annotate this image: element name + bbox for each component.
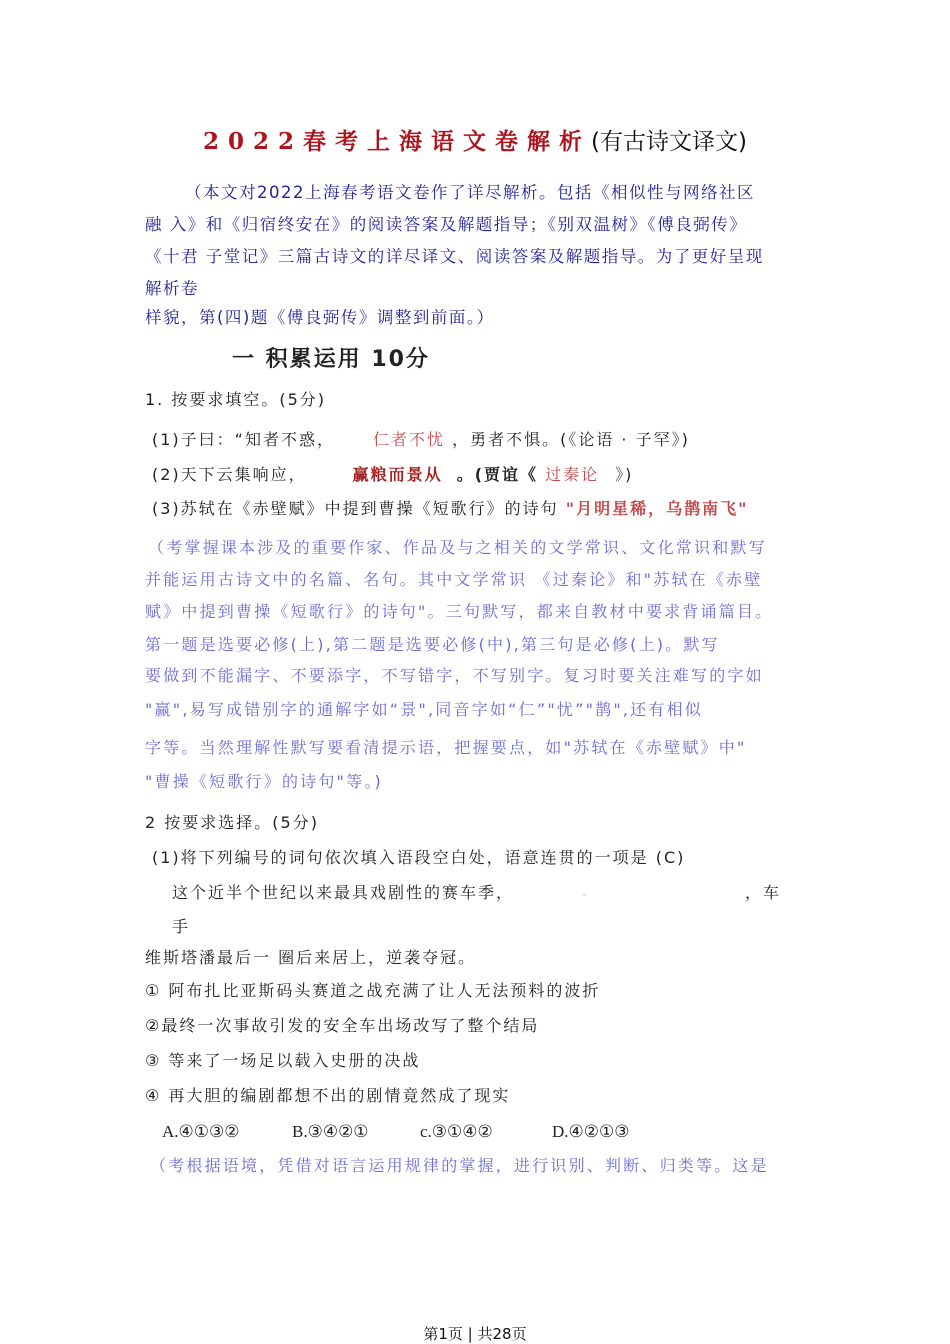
commentary-line: 第一题是选要必修(上),第二题是选要必修(中),第三句是必修(上)。默写 (145, 635, 720, 654)
text: (3)苏轼在《赤壁赋》中提到曹操《短歌行》的诗句 (152, 499, 566, 518)
option-b: B.③④②① (292, 1122, 369, 1141)
title-main: 2022春考上海语文卷解析 (203, 128, 592, 155)
passage-line (172, 883, 514, 903)
commentary-line: 要做到不能漏字、不要添字，不写错字，不写别字。复习时要关注难写的字如 (145, 666, 764, 685)
q1-sub3 (152, 499, 748, 519)
intro-line: 样貌，第(四)题《傅良弼传》调整到前面。） (145, 308, 495, 327)
text: ，勇者不惧。(《论语 · 子罕》) (452, 430, 690, 449)
choice-item: ① 阿布扎比亚斯码头赛道之战充满了让人无法预料的波折 (145, 981, 601, 1000)
choice-item: ②最终一次事故引发的安全车出场改写了整个结局 (145, 1016, 540, 1035)
intro-line: 《十君 子堂记》三篇古诗文的详尽译文、阅读答案及解题指导。为了更好呈现 (145, 247, 764, 266)
text: 。(贾谊《 (456, 465, 539, 484)
commentary-line: "赢",易写成错别字的通解字如“景",同音字如“仁”"忧”"鹊",还有相似 (145, 700, 703, 719)
text: (2)天下云集响应， (152, 465, 307, 484)
page-footer: 第1页 | 共28页 (423, 1325, 527, 1343)
title-sub: (有古诗文译文) (591, 129, 747, 155)
blank-mark: 。 (583, 888, 591, 897)
answer: 赢粮而景从 (352, 465, 443, 484)
answer: 仁者不忧 (372, 430, 445, 449)
q1-stem: 1. 按要求填空。(5分) (145, 390, 327, 409)
option-d: D.④②①③ (552, 1122, 630, 1141)
commentary-line: 字等。当然理解性默写要看清提示语，把握要点，如"苏轼在《赤壁赋》中" (145, 738, 747, 757)
commentary-line: （考根据语境，凭借对语言运用规律的掌握，进行识别、判断、归类等。这是 (150, 1156, 769, 1175)
commentary-line: "曹操《短歌行》的诗句"等。) (145, 772, 383, 791)
text: 这个近半个世纪以来最具戏剧性的赛车季， (172, 883, 515, 902)
commentary-line: 并能运用古诗文中的名篇、名句。其中文学常识 《过秦论》和"苏轼在《赤壁 (145, 570, 763, 589)
option-a: A.④①③② (162, 1122, 240, 1141)
section-heading: 一 积累运用 10分 (232, 347, 430, 372)
choice-item: ④ 再大胆的编剧都想不出的剧情竟然成了现实 (145, 1086, 511, 1105)
q2-stem: 2 按要求选择。(5分) (145, 813, 319, 832)
passage-line: ，车 (745, 883, 782, 902)
q1-sub2 (152, 465, 633, 485)
choice-item: ③ 等来了一场足以载入史册的决战 (145, 1051, 421, 1070)
q2-sub1: (1)将下列编号的词句依次填入语段空白处，语意连贯的一项是 (C) (152, 848, 686, 867)
answer: "月明星稀，乌鹊南飞" (565, 499, 749, 518)
passage-line: 维斯塔潘最后一 圈后来居上，逆袭夺冠。 (145, 948, 477, 967)
passage-line: 手 (172, 917, 191, 936)
text: 》) (615, 465, 634, 484)
option-c: c.③①④② (420, 1122, 493, 1141)
commentary-line: 赋》中提到曹操《短歌行》的诗句"。三句默写，都来自教材中要求背诵篇目。 (145, 602, 774, 621)
commentary-line: （考掌握课本涉及的重要作家、作品及与之相关的文学常识、文化常识和默写 (148, 538, 767, 557)
text: (1)子曰：“知者不惑， (152, 430, 335, 449)
intro-line: 解析卷 (145, 279, 199, 298)
answer: 过秦论 (545, 465, 600, 484)
q1-sub1 (152, 430, 690, 450)
document-title (0, 128, 950, 156)
intro-line: （本文对2022上海春考语文卷作了详尽解析。包括《相似性与网络社区 (185, 183, 755, 202)
intro-line: 融 入》和《归宿终安在》的阅读答案及解题指导；《别双温树》《傅良弼传》 (145, 215, 748, 234)
